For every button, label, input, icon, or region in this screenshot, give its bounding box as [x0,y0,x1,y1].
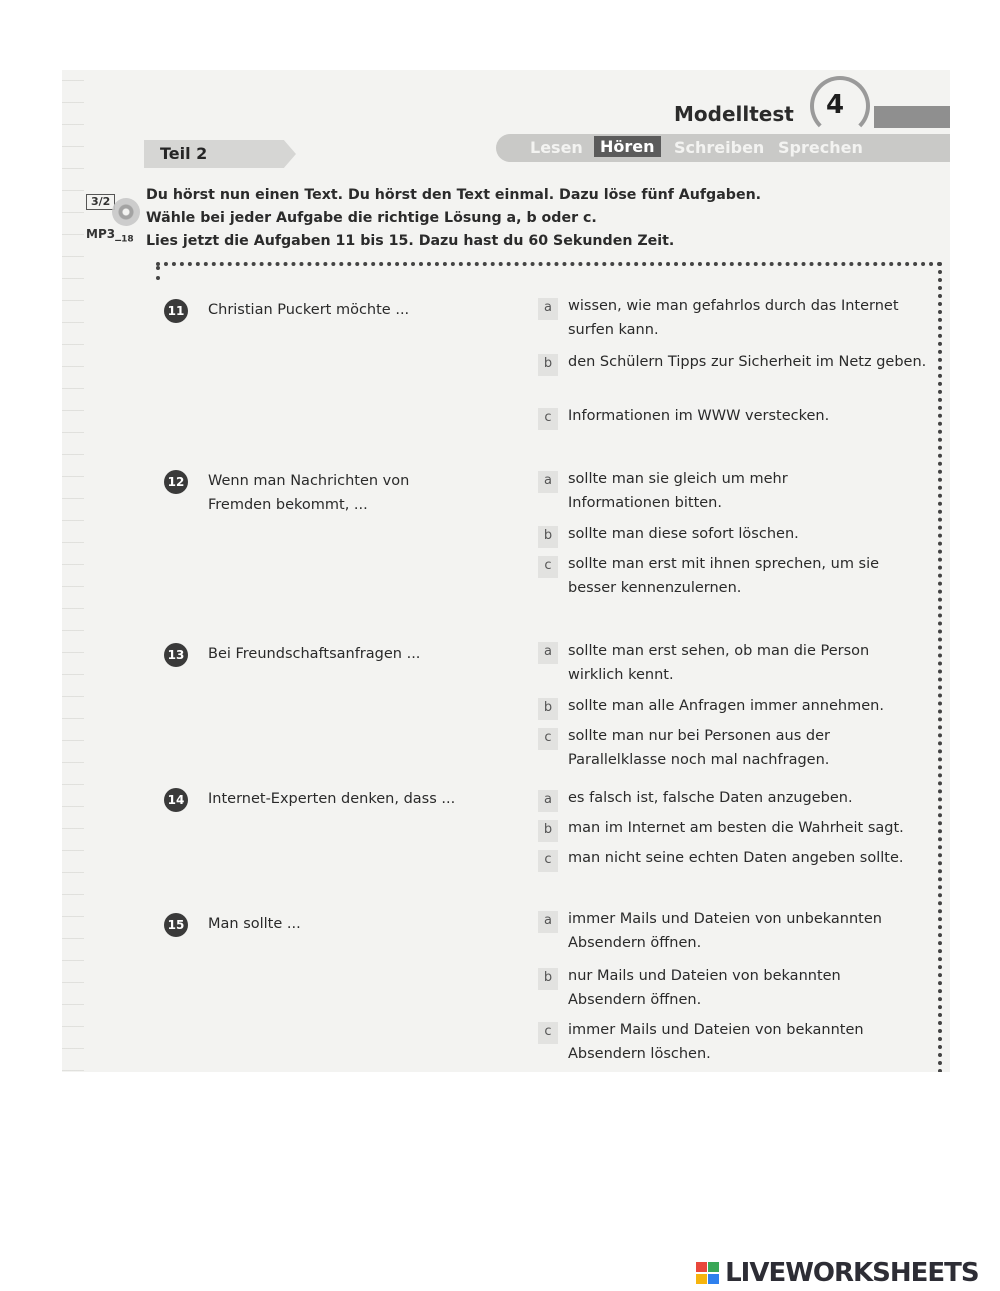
question-number: 14 [164,788,188,812]
option-letter: c [538,850,558,872]
mp3-prefix: MP3 [86,227,116,241]
mp3-suffix: 18 [121,234,134,245]
option-text: Informationen im WWW verstecken. [568,408,830,424]
option-letter: b [538,968,558,990]
option-letter: c [538,408,558,430]
liveworksheets-mark-icon [696,1262,720,1284]
instruction-line: Du hörst nun einen Text. Du hörst den Text einmal. Dazu löse fünf Aufgaben. [146,187,762,203]
option-letter: a [538,298,558,320]
option-letter: a [538,471,558,493]
skill-hoeren-active: Hören [594,136,661,157]
question-text: Man sollte ... [208,916,301,932]
question-text: Wenn man Nachrichten von Fremden bekommt, ... [208,473,410,513]
teil-label: Teil 2 [160,144,208,163]
option-letter: b [538,354,558,376]
instruction-line: Lies jetzt die Aufgaben 11 bis 15. Dazu hast du 60 Sekunden Zeit. [146,233,675,249]
option-letter: a [538,911,558,933]
option-letter: b [538,820,558,842]
option-text: sollte man diese sofort löschen. [568,526,799,542]
option-text: man nicht seine echten Daten angeben sollte. [568,850,904,866]
question-number: 13 [164,643,188,667]
skill-schreiben: Schreiben [674,138,765,157]
header-gray-bar [874,106,950,128]
option-text: wissen, wie man gefahrlos durch das Internet surfen kann. [568,298,899,338]
mp3-label: $MP3\__{18}$ [86,227,134,245]
option-text: sollte man nur bei Personen aus der Parallelklasse noch mal nachfragen. [568,728,830,768]
skill-lesen: Lesen [530,138,583,157]
option-text: immer Mails und Dateien von bekannten Absendern löschen. [568,1022,864,1062]
test-number: 4 [826,90,845,120]
skill-sprechen: Sprechen [778,138,863,157]
instruction-line: Wähle bei jeder Aufgabe die richtige Lösung a, b oder c. [146,210,597,226]
option-text: sollte man alle Anfragen immer annehmen. [568,698,884,714]
option-text: immer Mails und Dateien von unbekannten Absendern öffnen. [568,911,882,951]
cd-icon [112,198,140,226]
option-text: sollte man erst mit ihnen sprechen, um sie besser kennenzulernen. [568,556,880,596]
option-letter: b [538,698,558,720]
option-text: man im Internet am besten die Wahrheit sagt. [568,820,904,836]
option-letter: c [538,728,558,750]
option-text: sollte man erst sehen, ob man die Person wirklich kennt. [568,643,870,683]
question-text: Bei Freundschaftsanfragen ... [208,646,421,662]
scanned-worksheet [62,70,950,1072]
option-text: es falsch ist, falsche Daten anzugeben. [568,790,853,806]
liveworksheets-logo[interactable] [696,1258,979,1286]
option-text: sollte man sie gleich um mehr Informationen bitten. [568,471,788,511]
option-letter: b [538,526,558,548]
option-letter: a [538,790,558,812]
question-text: Internet-Experten denken, dass ... [208,791,456,807]
option-letter: c [538,1022,558,1044]
binder-edge [62,70,84,1072]
question-number: 15 [164,913,188,937]
modelltest-title: Modelltest [674,102,794,126]
audio-track-number: 3/2 [86,194,115,210]
question-number: 11 [164,299,188,323]
option-letter: a [538,642,558,664]
option-text: nur Mails und Dateien von bekannten Absendern öffnen. [568,968,841,1008]
option-letter: c [538,556,558,578]
question-text: Christian Puckert möchte ... [208,302,410,318]
task-frame-corner [156,266,164,280]
question-number: 12 [164,470,188,494]
liveworksheets-wordmark: LIVEWORKSHEETS [725,1258,979,1288]
option-text: den Schülern Tipps zur Sicherheit im Netz geben. [568,354,927,370]
